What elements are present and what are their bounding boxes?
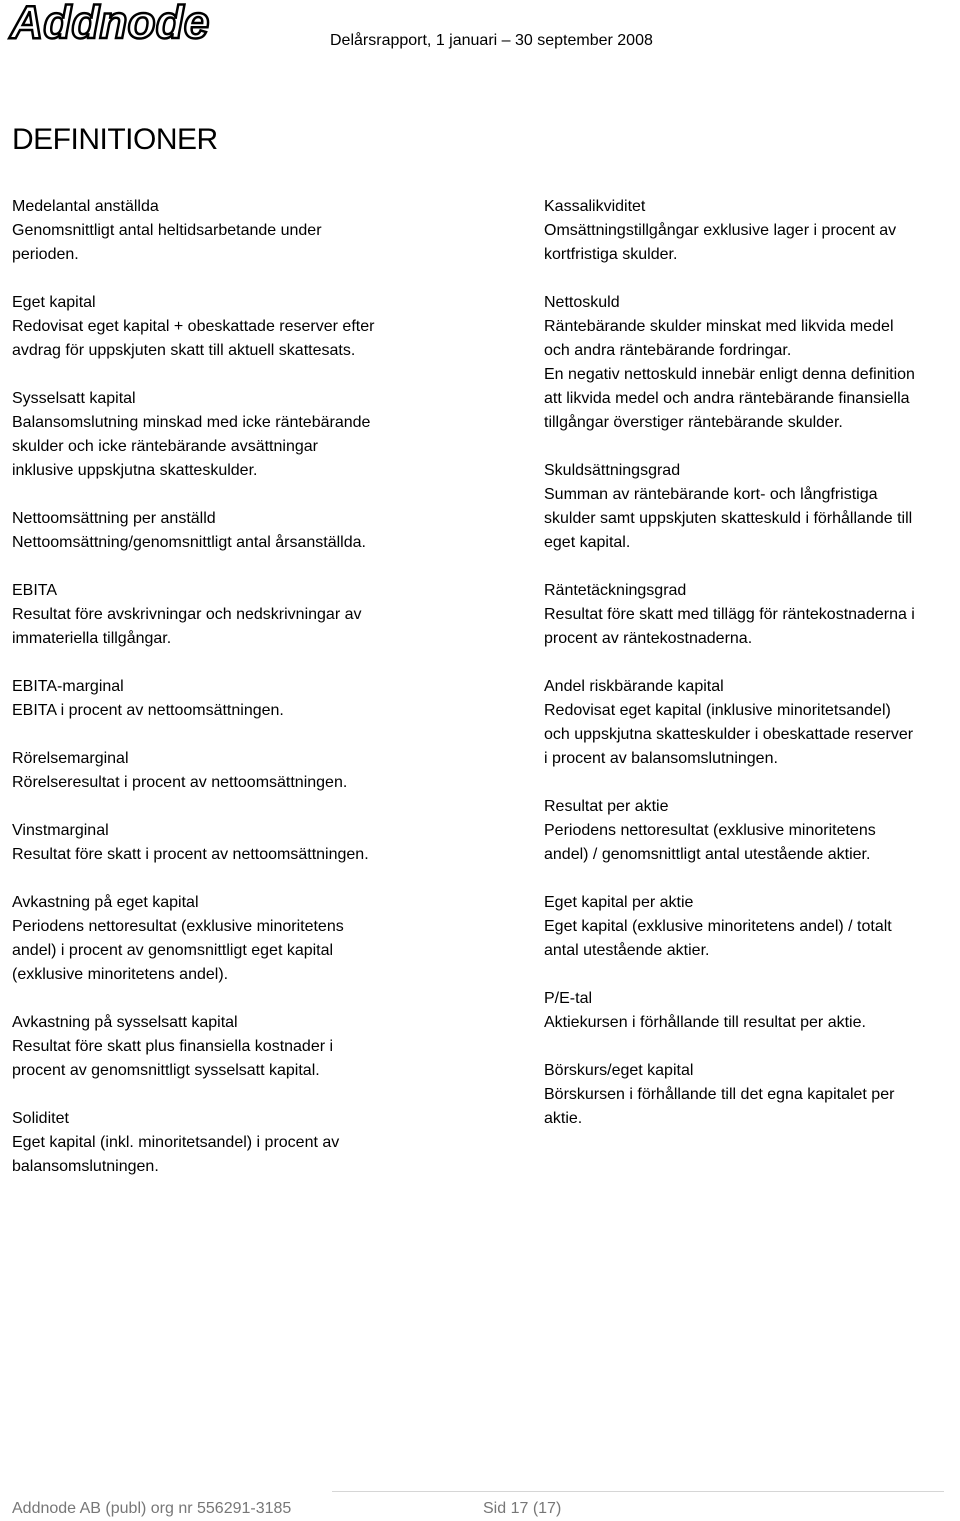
definition-term: Börskurs/eget kapital	[544, 1062, 694, 1079]
definition-description: Resultat före skatt i procent av nettoomsättningen.	[12, 846, 369, 863]
definition-item	[12, 1107, 432, 1179]
definition-term: Kassalikviditet	[544, 198, 646, 215]
definition-description: Räntebärande skulder minskat med likvida medel och andra räntebärande fordringar. En negativ nettoskuld innebär enligt denna definition att likvida medel och andra räntebärande finansiella tillgångar överstiger räntebärande skulder.	[544, 318, 915, 431]
definition-item	[544, 891, 960, 963]
definition-description: Omsättningstillgångar exklusive lager i procent av kortfristiga skulder.	[544, 222, 897, 263]
definition-term: Nettoskuld	[544, 294, 620, 311]
definition-description: Resultat före skatt med tillägg för räntekostnaderna i procent av räntekostnaderna.	[544, 606, 915, 647]
definition-item	[544, 195, 960, 267]
definition-item	[12, 747, 432, 795]
definitions-right-column	[544, 195, 960, 1155]
definition-description: Redovisat eget kapital + obeskattade reserver efter avdrag för uppskjuten skatt till aktuell skattesats.	[12, 318, 375, 359]
definition-term: Sysselsatt kapital	[12, 390, 136, 407]
definition-term: Medelantal anställda	[12, 198, 159, 215]
definition-term: Andel riskbärande kapital	[544, 678, 724, 695]
definition-term: Nettoomsättning per anställd	[12, 510, 216, 527]
page-title: DEFINITIONER	[12, 123, 218, 156]
definition-term: EBITA-marginal	[12, 678, 124, 695]
definition-item	[544, 987, 960, 1035]
definition-item	[12, 819, 432, 867]
definition-description: Summan av räntebärande kort- och långfristiga skulder samt uppskjuten skatteskuld i förhållande till eget kapital.	[544, 486, 913, 551]
definition-item	[12, 195, 432, 267]
definition-term: Eget kapital per aktie	[544, 894, 694, 911]
definition-description: Periodens nettoresultat (exklusive minoritetens andel) i procent av genomsnittligt eget kapital (exklusive minoritetens andel).	[12, 918, 344, 983]
report-title: Delårsrapport, 1 januari – 30 september 2008	[330, 32, 653, 49]
definition-term: Skuldsättningsgrad	[544, 462, 681, 479]
definition-term: Resultat per aktie	[544, 798, 669, 815]
definition-description: Eget kapital (inkl. minoritetsandel) i procent av balansomslutningen.	[12, 1134, 340, 1175]
footer-company-info: Addnode AB (publ) org nr 556291-3185	[12, 1500, 292, 1517]
addnode-logo: Addnode	[10, 0, 210, 48]
definition-description: Nettoomsättning/genomsnittligt antal årsanställda.	[12, 534, 366, 551]
page-number: Sid 17 (17)	[483, 1500, 562, 1517]
definition-term: Avkastning på sysselsatt kapital	[12, 1014, 238, 1031]
definition-term: Vinstmarginal	[12, 822, 109, 839]
definition-description: Resultat före avskrivningar och nedskrivningar av immateriella tillgångar.	[12, 606, 362, 647]
definition-item	[12, 387, 432, 483]
definition-item	[12, 291, 432, 363]
definitions-left-column	[12, 195, 432, 1203]
definition-description: Aktiekursen i förhållande till resultat per aktie.	[544, 1014, 866, 1031]
definition-item	[544, 1059, 960, 1131]
definition-term: P/E-tal	[544, 990, 593, 1007]
definition-item	[12, 891, 432, 987]
definition-description: Börskursen i förhållande till det egna kapitalet per aktie.	[544, 1086, 895, 1127]
definition-item	[12, 579, 432, 651]
definition-description: Genomsnittligt antal heltidsarbetande under perioden.	[12, 222, 322, 263]
definition-term: Räntetäckningsgrad	[544, 582, 687, 599]
footer-divider	[332, 1491, 944, 1492]
definition-item	[544, 459, 960, 555]
definition-term: EBITA	[12, 582, 58, 599]
definition-description: Redovisat eget kapital (inklusive minoritetsandel) och uppskjutna skatteskulder i obeskattade reserver i procent av balansomslutningen.	[544, 702, 914, 767]
definition-item	[12, 507, 432, 555]
definition-description: EBITA i procent av nettoomsättningen.	[12, 702, 284, 719]
definition-term: Avkastning på eget kapital	[12, 894, 199, 911]
definition-description: Rörelseresultat i procent av nettoomsättningen.	[12, 774, 348, 791]
definition-item	[544, 291, 960, 435]
definition-item	[544, 579, 960, 651]
definition-item	[12, 1011, 432, 1083]
definition-description: Balansomslutning minskad med icke räntebärande skulder och icke räntebärande avsättningar inklusive uppskjutna skatteskulder.	[12, 414, 371, 479]
definition-item	[12, 675, 432, 723]
definition-description: Eget kapital (exklusive minoritetens andel) / totalt antal utestående aktier.	[544, 918, 892, 959]
definition-term: Eget kapital	[12, 294, 96, 311]
definition-item	[544, 795, 960, 867]
definition-description: Resultat före skatt plus finansiella kostnader i procent av genomsnittligt sysselsatt kapital.	[12, 1038, 334, 1079]
definition-item	[544, 675, 960, 771]
definition-term: Rörelsemarginal	[12, 750, 129, 767]
definition-description: Periodens nettoresultat (exklusive minoritetens andel) / genomsnittligt antal utestående aktier.	[544, 822, 876, 863]
definition-term: Soliditet	[12, 1110, 69, 1127]
